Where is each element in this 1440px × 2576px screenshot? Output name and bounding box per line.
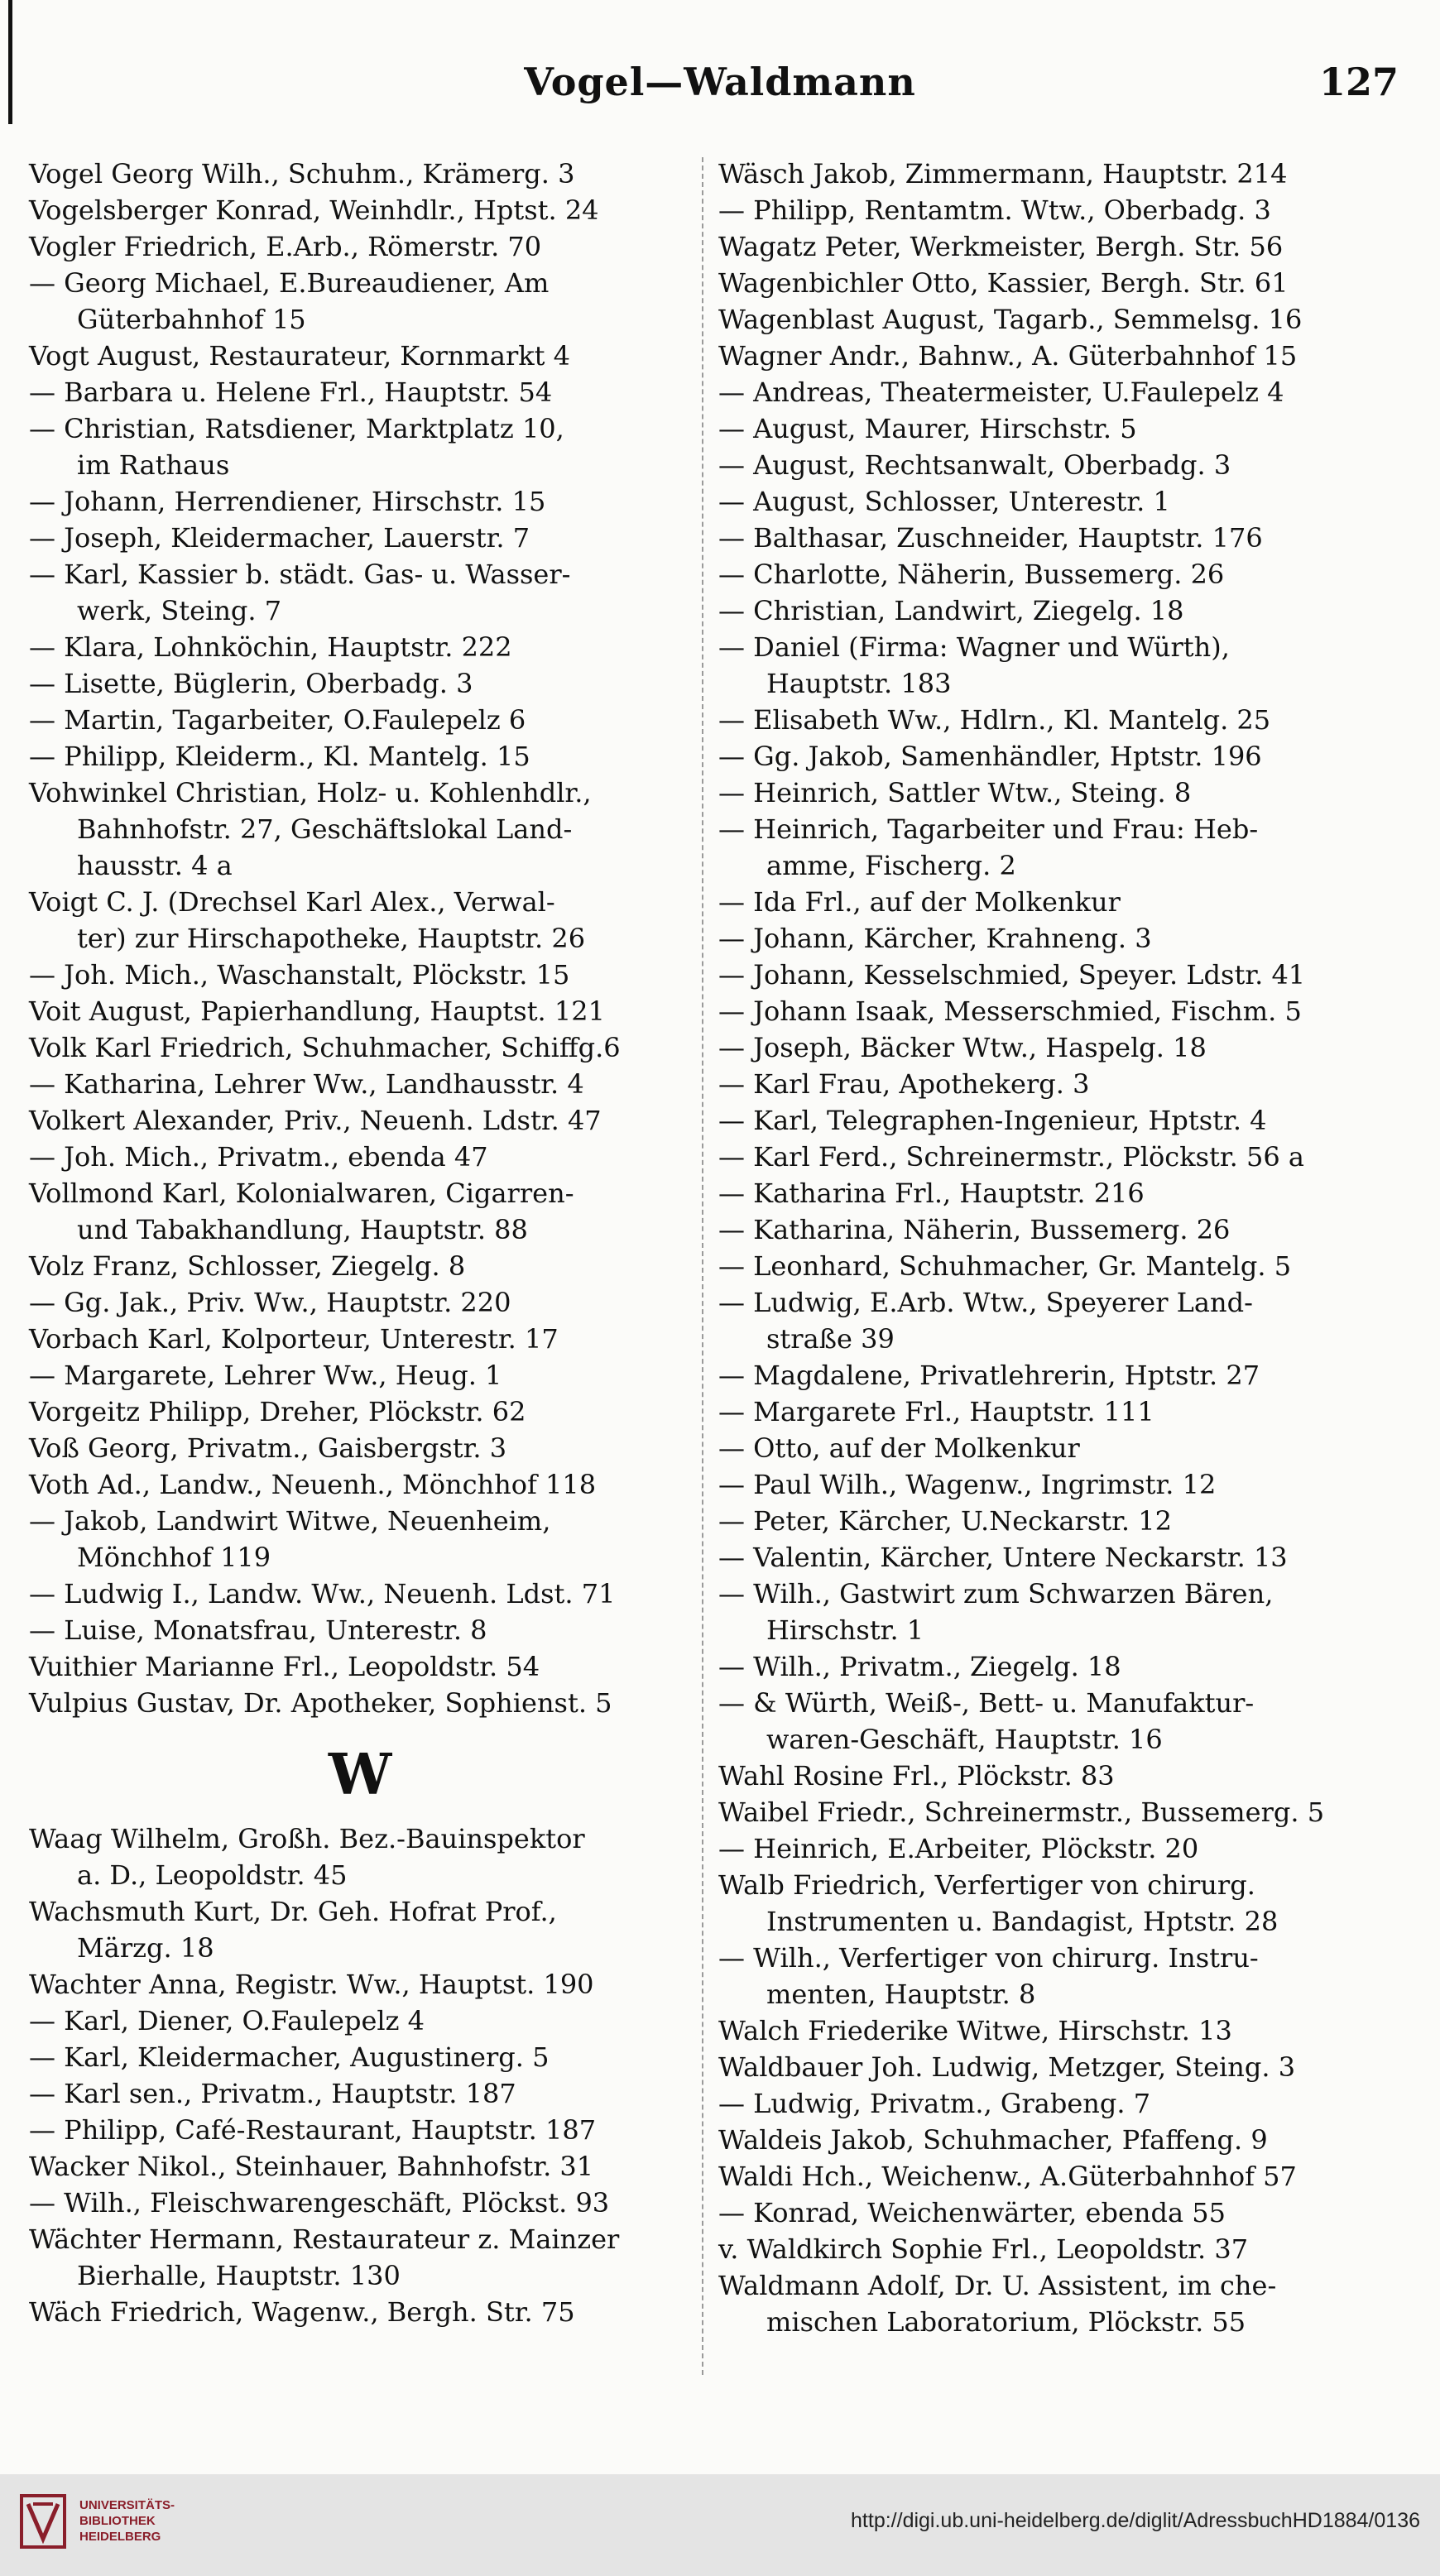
directory-entry bbox=[29, 1357, 691, 1394]
entry-line: Wagenblast August, Tagarb., Semmelsg. 16 bbox=[718, 304, 1303, 335]
entry-line: Walb Friedrich, Verfertiger von chirurg. bbox=[718, 1869, 1255, 1901]
directory-entry bbox=[29, 1139, 691, 1175]
directory-entry bbox=[29, 2221, 691, 2294]
entry-line: — Paul Wilh., Wagenw., Ingrimstr. 12 bbox=[718, 1469, 1217, 1500]
entry-continuation: a. D., Leopoldstr. 45 bbox=[77, 1859, 348, 1891]
entry-line: — Jakob, Landwirt Witwe, Neuenheim, bbox=[29, 1505, 551, 1537]
entry-line: — Gg. Jakob, Samenhändler, Hptstr. 196 bbox=[718, 741, 1262, 772]
entry-line: — Luise, Monatsfrau, Unterestr. 8 bbox=[29, 1614, 487, 1646]
entry-line: — Martin, Tagarbeiter, O.Faulepelz 6 bbox=[29, 704, 526, 736]
entry-line: — Ludwig, Privatm., Grabeng. 7 bbox=[718, 2088, 1151, 2119]
directory-entry bbox=[29, 2112, 691, 2148]
directory-entry bbox=[718, 192, 1405, 228]
entry-line: Walch Friederike Witwe, Hirschstr. 13 bbox=[718, 2015, 1232, 2046]
entry-continuation: straße 39 bbox=[766, 1323, 895, 1355]
directory-entry bbox=[718, 993, 1405, 1029]
entry-line: — Johann Isaak, Messerschmied, Fischm. 5 bbox=[718, 995, 1302, 1027]
entry-line: Voth Ad., Landw., Neuenh., Mönchhof 118 bbox=[29, 1469, 597, 1500]
directory-entry bbox=[29, 738, 691, 775]
entry-line: — Heinrich, Tagarbeiter und Frau: Heb- bbox=[718, 813, 1259, 845]
entry-line: — Margarete Frl., Hauptstr. 111 bbox=[718, 1396, 1154, 1427]
directory-entry bbox=[29, 156, 691, 192]
entry-line: — Katharina, Näherin, Bussemerg. 26 bbox=[718, 1214, 1231, 1245]
directory-entry bbox=[29, 1893, 691, 1966]
directory-entry bbox=[718, 1648, 1405, 1685]
directory-entry bbox=[718, 2158, 1405, 2195]
entry-line: Voit August, Papierhandlung, Hauptst. 121 bbox=[29, 995, 605, 1027]
directory-entry bbox=[29, 1648, 691, 1685]
entry-line: Wäsch Jakob, Zimmermann, Hauptstr. 214 bbox=[718, 158, 1288, 189]
directory-entry bbox=[29, 629, 691, 665]
directory-entry bbox=[29, 228, 691, 265]
directory-entry bbox=[718, 1430, 1405, 1466]
directory-entry bbox=[718, 1284, 1405, 1357]
entry-line: — Otto, auf der Molkenkur bbox=[718, 1432, 1080, 1464]
directory-entry bbox=[718, 1867, 1405, 1940]
directory-entry bbox=[29, 2003, 691, 2039]
entry-line: — Katharina Frl., Hauptstr. 216 bbox=[718, 1178, 1145, 1209]
entry-continuation: Bahnhofstr. 27, Geschäftslokal Land- bbox=[77, 813, 573, 845]
entry-line: — Johann, Kesselschmied, Speyer. Ldstr. 41 bbox=[718, 959, 1306, 991]
entry-continuation: im Rathaus bbox=[77, 449, 230, 481]
entry-line: Wagatz Peter, Werkmeister, Bergh. Str. 56 bbox=[718, 231, 1284, 262]
directory-entry bbox=[718, 1211, 1405, 1248]
entry-continuation: waren-Geschäft, Hauptstr. 16 bbox=[766, 1724, 1163, 1755]
directory-entry bbox=[718, 1394, 1405, 1430]
entry-line: Vohwinkel Christian, Holz- u. Kohlenhdlr., bbox=[29, 777, 592, 808]
directory-entry bbox=[718, 1102, 1405, 1139]
right-entries bbox=[718, 156, 1405, 2340]
directory-entry bbox=[29, 702, 691, 738]
entry-line: Waag Wilhelm, Großh. Bez.-Bauinspektor bbox=[29, 1823, 585, 1854]
directory-entry bbox=[29, 1066, 691, 1102]
entry-line: — Andreas, Theatermeister, U.Faulepelz 4 bbox=[718, 377, 1284, 408]
directory-entry bbox=[29, 1248, 691, 1284]
entry-line: — Daniel (Firma: Wagner und Würth), bbox=[718, 631, 1230, 663]
entry-line: Vogel Georg Wilh., Schuhm., Krämerg. 3 bbox=[29, 158, 575, 189]
directory-entry bbox=[718, 2267, 1405, 2340]
entry-line: — Johann, Herrendiener, Hirschstr. 15 bbox=[29, 486, 546, 517]
entry-line: — Ludwig, E.Arb. Wtw., Speyerer Land- bbox=[718, 1287, 1253, 1318]
entry-line: — Karl, Telegraphen-Ingenieur, Hptstr. 4 bbox=[718, 1105, 1267, 1136]
entry-line: — Heinrich, Sattler Wtw., Steing. 8 bbox=[718, 777, 1192, 808]
entry-line: — Valentin, Kärcher, Untere Neckarstr. 13 bbox=[718, 1542, 1288, 1573]
directory-entry bbox=[718, 1466, 1405, 1503]
entry-line: — Wilh., Privatm., Ziegelg. 18 bbox=[718, 1651, 1121, 1682]
entry-line: — Heinrich, E.Arbeiter, Plöckstr. 20 bbox=[718, 1833, 1199, 1864]
entry-line: Volz Franz, Schlosser, Ziegelg. 8 bbox=[29, 1250, 466, 1282]
entry-line: Wahl Rosine Frl., Plöckstr. 83 bbox=[718, 1760, 1115, 1792]
entry-line: — Karl Frau, Apothekerg. 3 bbox=[718, 1068, 1090, 1100]
entry-line: — Christian, Ratsdiener, Marktplatz 10, bbox=[29, 413, 564, 444]
directory-entry bbox=[29, 957, 691, 993]
directory-entry bbox=[29, 483, 691, 520]
entry-line: — Karl sen., Privatm., Hauptstr. 187 bbox=[29, 2078, 516, 2109]
entry-line: — Konrad, Weichenwärter, ebenda 55 bbox=[718, 2197, 1226, 2228]
directory-entry bbox=[718, 1029, 1405, 1066]
entry-line: Waldi Hch., Weichenw., A.Güterbahnhof 57 bbox=[718, 2161, 1297, 2192]
entry-line: — Johann, Kärcher, Krahneng. 3 bbox=[718, 923, 1152, 954]
directory-entry bbox=[29, 374, 691, 410]
entry-continuation: menten, Hauptstr. 8 bbox=[766, 1979, 1036, 2010]
entry-line: Vogt August, Restaurateur, Kornmarkt 4 bbox=[29, 340, 571, 372]
running-title: Vogel—Waldmann bbox=[524, 60, 916, 104]
entry-continuation: Instrumenten u. Bandagist, Hptstr. 28 bbox=[766, 1906, 1279, 1937]
library-logo-text[interactable] bbox=[79, 2497, 175, 2545]
entry-continuation: werk, Steing. 7 bbox=[77, 595, 282, 626]
directory-entry bbox=[718, 775, 1405, 811]
entry-line: Waldbauer Joh. Ludwig, Metzger, Steing. 3 bbox=[718, 2051, 1296, 2083]
directory-entry bbox=[29, 1820, 691, 1893]
directory-entry bbox=[718, 265, 1405, 301]
directory-entry bbox=[29, 2075, 691, 2112]
entry-line: v. Waldkirch Sophie Frl., Leopoldstr. 37 bbox=[718, 2233, 1249, 2265]
entry-continuation: Mönchhof 119 bbox=[77, 1542, 271, 1573]
directory-entry bbox=[718, 156, 1405, 192]
entry-line: — Barbara u. Helene Frl., Hauptstr. 54 bbox=[29, 377, 553, 408]
entry-line: Wachter Anna, Registr. Ww., Hauptst. 190 bbox=[29, 1969, 594, 2000]
column-divider bbox=[702, 157, 703, 2375]
entry-line: — Ida Frl., auf der Molkenkur bbox=[718, 886, 1121, 918]
entry-line: — Gg. Jak., Priv. Ww., Hauptstr. 220 bbox=[29, 1287, 511, 1318]
directory-entry bbox=[718, 1940, 1405, 2012]
directory-entry bbox=[718, 228, 1405, 265]
directory-entry bbox=[718, 2049, 1405, 2085]
entry-line: — August, Rechtsanwalt, Oberbadg. 3 bbox=[718, 449, 1231, 481]
entry-line: Waldeis Jakob, Schuhmacher, Pfaffeng. 9 bbox=[718, 2124, 1268, 2156]
directory-entry bbox=[718, 410, 1405, 447]
entry-line: — Joseph, Kleidermacher, Lauerstr. 7 bbox=[29, 522, 530, 554]
entry-line: — Elisabeth Ww., Hdlrn., Kl. Mantelg. 25 bbox=[718, 704, 1271, 736]
directory-entry bbox=[718, 338, 1405, 374]
entry-line: Wachsmuth Kurt, Dr. Geh. Hofrat Prof., bbox=[29, 1896, 557, 1927]
directory-entry bbox=[718, 1830, 1405, 1867]
entry-line: — Lisette, Büglerin, Oberbadg. 3 bbox=[29, 668, 473, 699]
directory-entry bbox=[29, 192, 691, 228]
directory-entry bbox=[29, 1685, 691, 1721]
left-entries-w bbox=[29, 1820, 691, 2330]
directory-entry bbox=[718, 1794, 1405, 1830]
entry-line: — Karl Ferd., Schreinermstr., Plöckstr. 56 a bbox=[718, 1141, 1304, 1173]
entry-line: — Joh. Mich., Waschanstalt, Plöckstr. 15 bbox=[29, 959, 570, 991]
entry-line: Vuithier Marianne Frl., Leopoldstr. 54 bbox=[29, 1651, 540, 1682]
entry-line: — Wilh., Fleischwarengeschäft, Plöckst. 93 bbox=[29, 2187, 610, 2219]
entry-line: — Katharina, Lehrer Ww., Landhausstr. 4 bbox=[29, 1068, 584, 1100]
entry-continuation: hausstr. 4 a bbox=[77, 850, 233, 881]
entry-continuation: und Tabakhandlung, Hauptstr. 88 bbox=[77, 1214, 528, 1245]
directory-entry bbox=[718, 957, 1405, 993]
entry-line: — Charlotte, Näherin, Bussemerg. 26 bbox=[718, 559, 1225, 590]
left-entries-v bbox=[29, 156, 691, 1721]
directory-entry bbox=[29, 410, 691, 483]
entry-line: Voigt C. J. (Drechsel Karl Alex., Verwal- bbox=[29, 886, 555, 918]
directory-entry bbox=[718, 2231, 1405, 2267]
directory-entry bbox=[718, 374, 1405, 410]
entry-line: — Joh. Mich., Privatm., ebenda 47 bbox=[29, 1141, 488, 1173]
university-seal-icon[interactable] bbox=[18, 2492, 68, 2550]
directory-entry bbox=[718, 702, 1405, 738]
entry-continuation: Güterbahnhof 15 bbox=[77, 304, 306, 335]
entry-continuation: Hirschstr. 1 bbox=[766, 1614, 924, 1646]
directory-entry bbox=[29, 1029, 691, 1066]
directory-entry bbox=[29, 1284, 691, 1321]
directory-entry bbox=[29, 1576, 691, 1612]
directory-entry bbox=[29, 1966, 691, 2003]
directory-entry bbox=[29, 1430, 691, 1466]
directory-entry bbox=[718, 483, 1405, 520]
directory-entry bbox=[29, 1175, 691, 1248]
directory-entry bbox=[29, 1102, 691, 1139]
directory-entry bbox=[718, 1248, 1405, 1284]
directory-entry bbox=[29, 2185, 691, 2221]
page-number: 127 bbox=[1318, 60, 1399, 104]
directory-entry bbox=[718, 884, 1405, 920]
entry-line: — Margarete, Lehrer Ww., Heug. 1 bbox=[29, 1360, 502, 1391]
entry-continuation: ter) zur Hirschapotheke, Hauptstr. 26 bbox=[77, 923, 586, 954]
logo-line-1: UNIVERSITÄTS- bbox=[79, 2498, 175, 2512]
entry-line: Vulpius Gustav, Dr. Apotheker, Sophienst. 5 bbox=[29, 1687, 612, 1719]
directory-entry bbox=[718, 2085, 1405, 2122]
directory-entry bbox=[29, 338, 691, 374]
directory-entry bbox=[718, 920, 1405, 957]
logo-line-2: BIBLIOTHEK bbox=[79, 2514, 156, 2528]
directory-entry bbox=[718, 1576, 1405, 1648]
entry-line: — Philipp, Café-Restaurant, Hauptstr. 187 bbox=[29, 2114, 597, 2146]
entry-line: — August, Schlosser, Unterestr. 1 bbox=[718, 486, 1170, 517]
entry-continuation: Märzg. 18 bbox=[77, 1932, 214, 1964]
entry-line: — Georg Michael, E.Bureaudiener, Am bbox=[29, 267, 550, 299]
directory-entry bbox=[718, 447, 1405, 483]
directory-entry bbox=[29, 775, 691, 884]
directory-entry bbox=[29, 1612, 691, 1648]
entry-line: — & Würth, Weiß-, Bett- u. Manufaktur- bbox=[718, 1687, 1255, 1719]
viewer-footer bbox=[0, 2474, 1440, 2576]
entry-line: Vollmond Karl, Kolonialwaren, Cigarren- bbox=[29, 1178, 574, 1209]
directory-entry bbox=[29, 556, 691, 629]
directory-entry bbox=[718, 556, 1405, 592]
directory-entry bbox=[718, 1758, 1405, 1794]
entry-line: Wächter Hermann, Restaurateur z. Mainzer bbox=[29, 2223, 620, 2255]
directory-entry bbox=[29, 1321, 691, 1357]
directory-entry bbox=[29, 520, 691, 556]
directory-entry bbox=[718, 301, 1405, 338]
source-url-link[interactable]: http://digi.ub.uni-heidelberg.de/diglit/AdressbuchHD1884/0136 bbox=[851, 2509, 1420, 2532]
directory-entry bbox=[29, 665, 691, 702]
entry-continuation: Hauptstr. 183 bbox=[766, 668, 952, 699]
directory-entry bbox=[29, 993, 691, 1029]
entry-line: Vogelsberger Konrad, Weinhdlr., Hptst. 24 bbox=[29, 194, 599, 226]
entry-line: Volk Karl Friedrich, Schuhmacher, Schiffg.6 bbox=[29, 1032, 621, 1063]
directory-entry bbox=[718, 1175, 1405, 1211]
directory-entry bbox=[29, 1466, 691, 1503]
directory-entry bbox=[718, 520, 1405, 556]
entry-line: — Philipp, Rentamtm. Wtw., Oberbadg. 3 bbox=[718, 194, 1271, 226]
entry-line: — Wilh., Gastwirt zum Schwarzen Bären, bbox=[718, 1578, 1274, 1609]
entry-line: — Wilh., Verfertiger von chirurg. Instru- bbox=[718, 1942, 1259, 1974]
entry-line: Wagenbichler Otto, Kassier, Bergh. Str. 61 bbox=[718, 267, 1289, 299]
entry-line: Wacker Nikol., Steinhauer, Bahnhofstr. 31 bbox=[29, 2151, 594, 2182]
directory-entry bbox=[718, 1539, 1405, 1576]
right-column bbox=[718, 156, 1405, 2340]
entry-line: — Karl, Kassier b. städt. Gas- u. Wasser- bbox=[29, 559, 571, 590]
entry-line: — Philipp, Kleiderm., Kl. Mantelg. 15 bbox=[29, 741, 530, 772]
entry-line: — Karl, Kleidermacher, Augustinerg. 5 bbox=[29, 2041, 550, 2073]
directory-entry bbox=[718, 1503, 1405, 1539]
entry-line: Waibel Friedr., Schreinermstr., Bussemerg. 5 bbox=[718, 1796, 1325, 1828]
entry-line: Vorgeitz Philipp, Dreher, Plöckstr. 62 bbox=[29, 1396, 526, 1427]
directory-entry bbox=[29, 2294, 691, 2330]
directory-entry bbox=[29, 884, 691, 957]
entry-line: Vorbach Karl, Kolporteur, Unterestr. 17 bbox=[29, 1323, 559, 1355]
entry-line: — Leonhard, Schuhmacher, Gr. Mantelg. 5 bbox=[718, 1250, 1292, 1282]
directory-entry bbox=[718, 1357, 1405, 1394]
entry-continuation: amme, Fischerg. 2 bbox=[766, 850, 1016, 881]
entry-line: — August, Maurer, Hirschstr. 5 bbox=[718, 413, 1137, 444]
entry-continuation: mischen Laboratorium, Plöckstr. 55 bbox=[766, 2306, 1246, 2338]
entry-line: — Christian, Landwirt, Ziegelg. 18 bbox=[718, 595, 1184, 626]
directory-entry bbox=[29, 1503, 691, 1576]
entry-line: Volkert Alexander, Priv., Neuenh. Ldstr. 47 bbox=[29, 1105, 602, 1136]
entry-line: — Joseph, Bäcker Wtw., Haspelg. 18 bbox=[718, 1032, 1207, 1063]
directory-entry bbox=[29, 2039, 691, 2075]
entry-line: — Ludwig I., Landw. Ww., Neuenh. Ldst. 71 bbox=[29, 1578, 616, 1609]
directory-entry bbox=[29, 265, 691, 338]
entry-continuation: Bierhalle, Hauptstr. 130 bbox=[77, 2260, 401, 2291]
left-column bbox=[29, 156, 691, 2330]
page-header bbox=[0, 60, 1440, 113]
directory-entry bbox=[718, 629, 1405, 702]
entry-line: — Magdalene, Privatlehrerin, Hptstr. 27 bbox=[718, 1360, 1260, 1391]
entry-line: Wagner Andr., Bahnw., A. Güterbahnhof 15 bbox=[718, 340, 1298, 372]
entry-line: Vogler Friedrich, E.Arb., Römerstr. 70 bbox=[29, 231, 542, 262]
directory-entry bbox=[718, 2122, 1405, 2158]
directory-entry bbox=[29, 1394, 691, 1430]
entry-line: Wäch Friedrich, Wagenw., Bergh. Str. 75 bbox=[29, 2296, 575, 2328]
directory-entry bbox=[718, 738, 1405, 775]
directory-entry bbox=[718, 1685, 1405, 1758]
entry-line: — Balthasar, Zuschneider, Hauptstr. 176 bbox=[718, 522, 1263, 554]
section-letter-w: W bbox=[328, 1742, 392, 1808]
directory-entry bbox=[29, 2148, 691, 2185]
directory-entry bbox=[718, 1139, 1405, 1175]
entry-line: Voß Georg, Privatm., Gaisbergstr. 3 bbox=[29, 1432, 507, 1464]
entry-line: — Klara, Lohnköchin, Hauptstr. 222 bbox=[29, 631, 512, 663]
entry-line: Waldmann Adolf, Dr. U. Assistent, im che- bbox=[718, 2270, 1277, 2301]
entry-line: — Karl, Diener, O.Faulepelz 4 bbox=[29, 2005, 425, 2036]
directory-entry bbox=[718, 2012, 1405, 2049]
logo-line-3: HEIDELBERG bbox=[79, 2530, 161, 2544]
directory-entry bbox=[718, 2195, 1405, 2231]
entry-line: — Peter, Kärcher, U.Neckarstr. 12 bbox=[718, 1505, 1172, 1537]
directory-entry bbox=[718, 592, 1405, 629]
directory-entry bbox=[718, 811, 1405, 884]
directory-entry bbox=[718, 1066, 1405, 1102]
